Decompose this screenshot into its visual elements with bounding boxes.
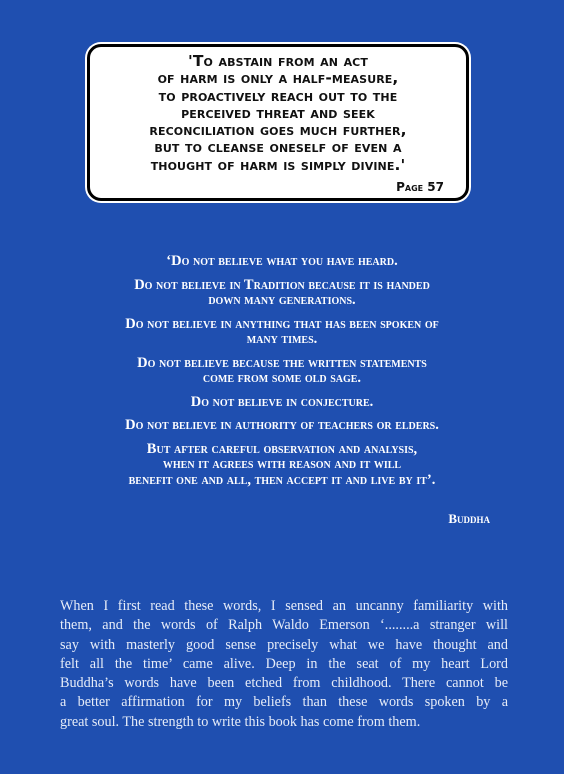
callout-quote-line: to proactively reach out to the [158,86,398,105]
callout-quote-line: 'To abstain from an act [188,52,368,70]
callout-quote-line: perceived threat and seek [181,103,375,122]
body-line: say with masterly good sense precisely what we have thought and [60,636,508,653]
buddha-quote-line: Do not believe in anything that has been spoken of [125,315,439,332]
buddha-quote-line: Do not believe in Tradition because it is handed [134,276,430,293]
buddha-quote-line: Do not believe because the written statements [137,354,427,371]
buddha-quote-line: ‘Do not believe what you have heard. [166,253,398,269]
buddha-quote-paragraph [40,356,524,387]
buddha-quote-line: when it agrees with reason and it will [162,456,402,472]
buddha-quote-paragraph [40,278,524,309]
body-line: great soul. The strength to write this book has come from them. [60,713,421,730]
body-line: When I first read these words, I sensed an uncanny familiarity with [60,598,508,614]
quote-callout-box [87,44,469,201]
callout-quote-line: reconciliation goes much further, [149,121,407,140]
buddha-quote-paragraph [40,442,524,489]
buddha-quote-line: Do not believe in authority of teachers or elders. [125,417,439,433]
buddha-quote-paragraph [40,317,524,348]
buddha-quote-line: Do not believe in conjecture. [190,393,374,410]
buddha-quote-line: But after careful observation and analysis, [146,440,418,457]
buddha-quote-paragraph [40,254,524,270]
buddha-quote-line: benefit one and all, then accept it and live by it’. [128,471,436,488]
buddha-quote [40,254,524,496]
buddha-quote-paragraph [40,418,524,434]
body-line: felt all the time’ came alive. Deep in the seat of my heart Lord [60,655,508,672]
quote-attribution: Buddha [448,511,490,526]
body-paragraph [60,597,508,732]
callout-quote-line: but to cleanse oneself of even a [154,138,402,157]
buddha-quote-line: come from some old sage. [202,370,362,386]
buddha-quote-line: down many generations. [208,292,356,308]
body-line: Buddha’s words have been etched from childhood. There cannot be [60,675,508,692]
callout-quote-line: of harm is only a half-measure, [157,69,399,88]
page-reference: Page 57 [396,180,444,194]
buddha-quote-line: many times. [246,331,318,347]
callout-quote-line: thought of harm is simply divine.' [150,155,406,174]
callout-quote-text [90,53,466,174]
body-line: them, and the words of Ralph Waldo Emerson ‘........a stranger will [60,617,508,634]
body-line: a better affirmation for my beliefs than these words spoken by a [60,694,508,711]
buddha-quote-paragraph [40,395,524,411]
